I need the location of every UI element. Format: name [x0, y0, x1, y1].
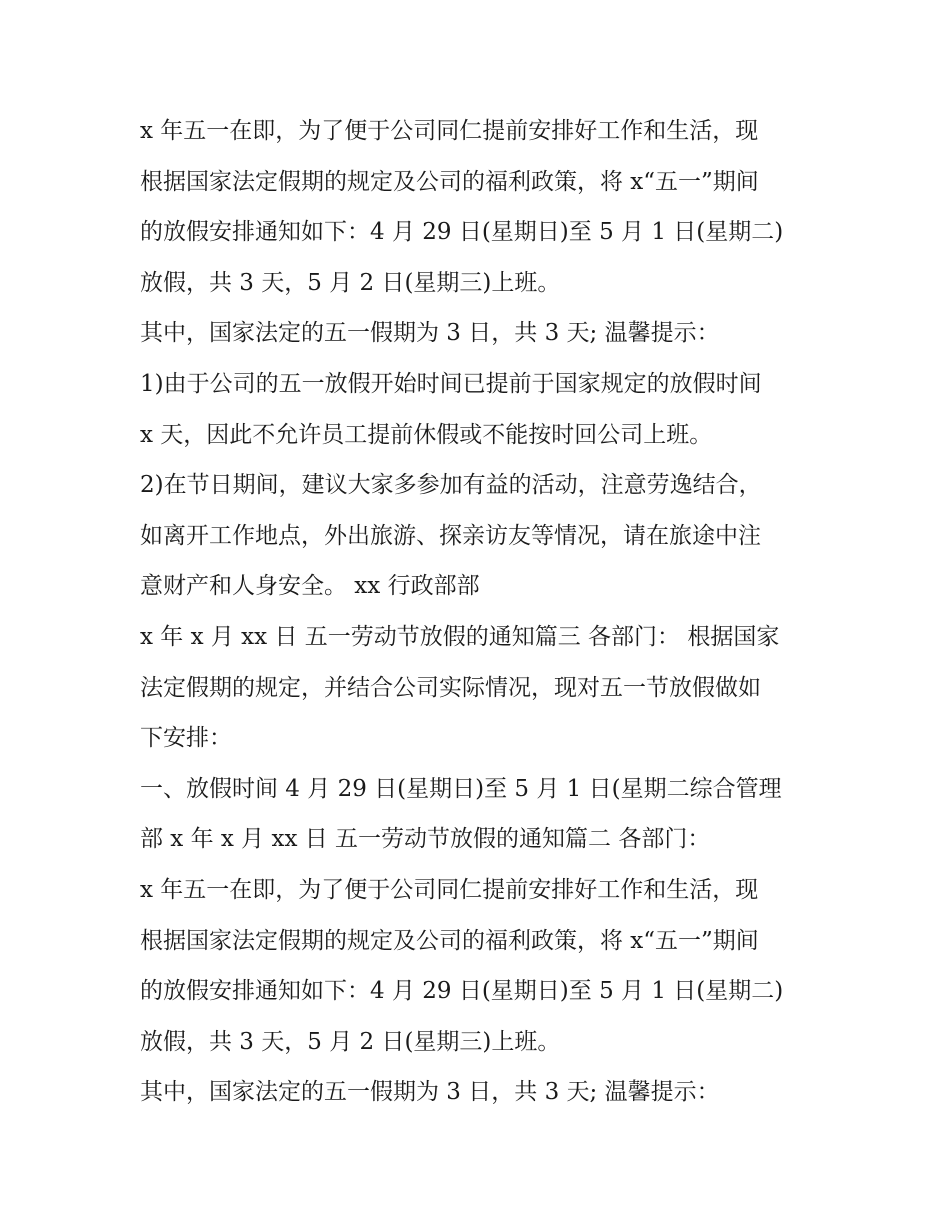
text-line: 根据国家法定假期的规定及公司的福利政策，将 x“五一”期间 [140, 168, 759, 195]
text-line: 根据国家法定假期的规定及公司的福利政策，将 x“五一”期间 [140, 927, 759, 954]
text-line: x 天，因此不允许员工提前休假或不能按时回公司上班。 [140, 421, 713, 448]
text-line: 的放假安排通知如下：4 月 29 日(星期日)至 5 月 1 日(星期二) [140, 978, 784, 1005]
text-line: x 年五一在即，为了便于公司同仁提前安排好工作和生活，现 [140, 118, 759, 144]
text-line: 放假，共 3 天，5 月 2 日(星期三)上班。 [140, 1028, 561, 1055]
text-line: 部 x 年 x 月 xx 日 五一劳动节放假的通知篇二 各部门： [140, 826, 711, 853]
document-body [140, 106, 820, 1118]
text-line: 其中，国家法定的五一假期为 3 日，共 3 天; 温馨提示： [140, 1079, 720, 1106]
text-line: x 年五一在即，为了便于公司同仁提前安排好工作和生活，现 [140, 876, 759, 903]
text-line: 法定假期的规定，并结合公司实际情况，现对五一节放假做如 [140, 674, 761, 701]
text-line: 放假，共 3 天，5 月 2 日(星期三)上班。 [140, 269, 561, 296]
text-line: 意财产和人身安全。 xx 行政部部 [140, 573, 480, 600]
text-line: x 年 x 月 xx 日 五一劳动节放假的通知篇三 各部门： 根据国家 [140, 623, 780, 650]
text-line: 下安排： [140, 725, 232, 752]
text-line: 1)由于公司的五一放假开始时间已提前于国家规定的放假时间 [140, 370, 762, 397]
text-line: 其中，国家法定的五一假期为 3 日，共 3 天; 温馨提示： [140, 320, 720, 347]
text-line: 如离开工作地点，外出旅游、探亲访友等情况，请在旅途中注 [140, 522, 761, 549]
text-line: 的放假安排通知如下：4 月 29 日(星期日)至 5 月 1 日(星期二) [140, 219, 784, 246]
text-line: 一、放假时间 4 月 29 日(星期日)至 5 月 1 日(星期二综合管理 [140, 775, 782, 802]
text-line: 2)在节日期间，建议大家多参加有益的活动，注意劳逸结合， [140, 472, 762, 499]
